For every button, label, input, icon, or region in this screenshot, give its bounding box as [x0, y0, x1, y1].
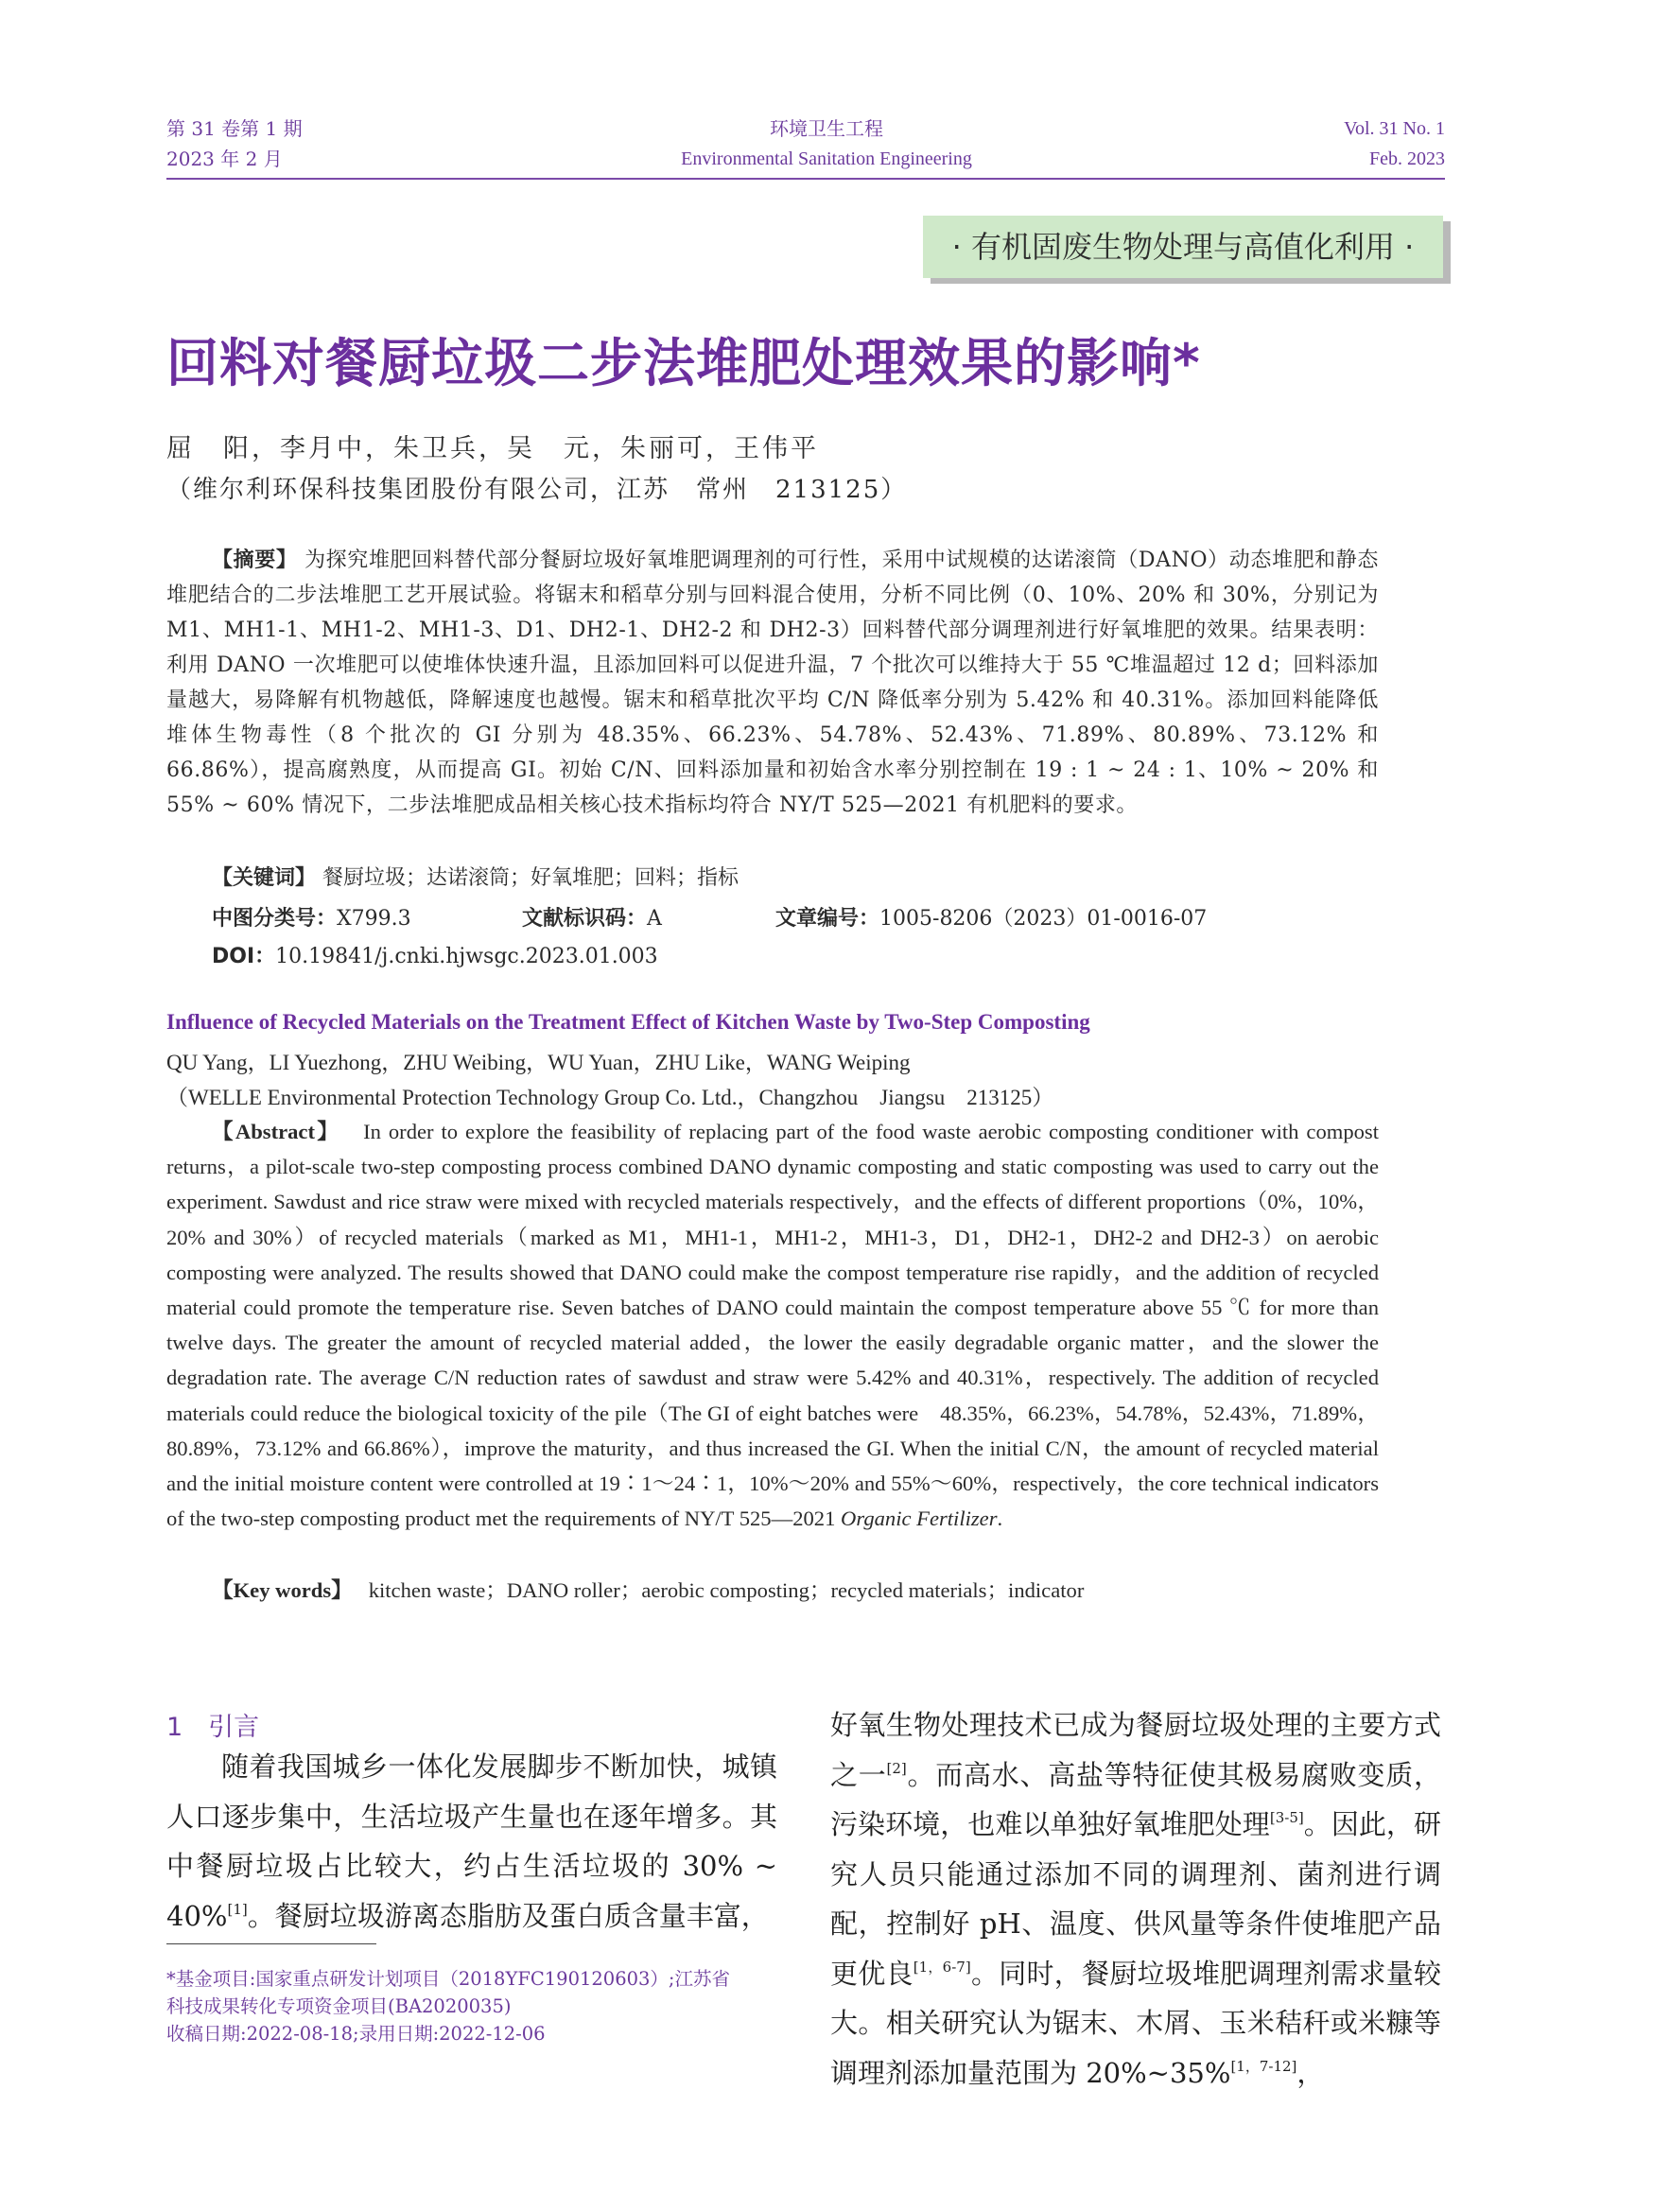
- keywords-en-label: 【Key words】: [212, 1578, 353, 1602]
- header-journal-en: Environmental Sanitation Engineering: [681, 148, 972, 169]
- section-banner: · 有机固废生物处理与高值化利用 ·: [923, 216, 1443, 278]
- body-right-text: 。因此，研究人员只能通过添加不同的调理剂、菌剂进行调配，控制好 pH、温度、供风量等条件使堆肥产品更优良: [830, 1808, 1441, 1990]
- abstract-cn: [166, 543, 1379, 823]
- abstract-en-end: .: [997, 1507, 1003, 1531]
- doc-code-label: 文献标识码：: [522, 907, 648, 931]
- footnote-funding-1: *基金项目:国家重点研发计划项目（2018YFC190120603）;江苏省: [166, 1968, 730, 1990]
- abstract-cn-text: 为探究堆肥回料替代部分餐厨垃圾好氧堆肥调理剂的可行性，采用中试规模的达诺滚筒（DANO）动态堆肥和静态堆肥结合的二步法堆肥工艺开展试验。将锯末和稻草分别与回料混合使用，分析不同比例（0、10%、20% 和 30%，分别记为 M1、MH1-1、MH1-2、MH1-3、D1、DH2-1、DH2-2 和 DH2-3）回料替代部分调理剂进行好氧堆肥的效果。结果表明：利用 DANO 一次堆肥可以使堆体快速升温，且添加回料可以促进升温，7 个批次可以维持大于 55 ℃堆温超过 12 d；回料添加量越大，易降解有机物越低，降解速度也越慢。锯末和稻草批次平均 C/N 降低率分别为 5.42% 和 40.31%。添加回料能降低堆体生物毒性（8 个批次的 GI 分别为 48.35%、66.23%、54.78%、52.43%、71.89%、80.89%、73.12% 和 66.86%），提高腐熟度，从而提高 GI。初始 C/N、回料添加量和初始含水率分别控制在 19 : 1 ~ 24 : 1、10% ~ 20% 和 55% ~ 60% 情况下，二步法堆肥成品相关核心技术指标均符合 NY/T 525—2021 有机肥料的要求。: [166, 549, 1380, 817]
- footnote: [166, 1965, 781, 2047]
- abstract-en-italic: Organic Fertilizer: [841, 1507, 998, 1531]
- authors: 屈 阳，李月中，朱卫兵，吴 元，朱丽可，王伟平: [166, 434, 819, 463]
- body-right-text: 好氧生物处理技术已成为餐厨垃圾处理的主要方式之一: [830, 1709, 1441, 1791]
- abstract-cn-label: 【摘要】: [212, 549, 298, 572]
- affiliation: （维尔利环保科技集团股份有限公司，江苏 常州 213125）: [166, 476, 908, 504]
- header-volume-en: Vol. 31 No. 1: [1344, 118, 1445, 139]
- body-right-column: [830, 1700, 1441, 2098]
- keywords-cn-text: 餐厨垃圾；达诺滚筒；好氧堆肥；回料；指标: [322, 866, 740, 890]
- english-affiliation: （WELLE Environmental Protection Technology Group Co. Ltd.，Changzhou Jiangsu 213125）: [166, 1086, 1054, 1109]
- body-left-text-end: 。餐厨垃圾游离态脂肪及蛋白质含量丰富，: [247, 1899, 769, 1932]
- citation-ref: [1]: [227, 1900, 248, 1918]
- article-no-label: 文章编号：: [775, 907, 880, 931]
- keywords-cn-label: 【关键词】: [212, 866, 317, 890]
- citation-ref: [1，6-7]: [913, 1958, 971, 1976]
- doi-label: DOI：: [212, 945, 276, 968]
- abstract-en: [166, 1114, 1379, 1536]
- english-authors: QU Yang，LI Yuezhong，ZHU Weibing，WU Yuan，ZHU Like，WANG Weiping: [166, 1051, 911, 1074]
- citation-ref: [2]: [886, 1759, 907, 1777]
- keywords-en-text: kitchen waste；DANO roller；aerobic composting；recycled materials；indicator: [368, 1578, 1085, 1602]
- paper-title: 回料对餐厨垃圾二步法堆肥处理效果的影响*: [166, 333, 1201, 393]
- body-left-column: [166, 1742, 777, 1941]
- keywords-en: [212, 1574, 1084, 1604]
- doc-code-value: A: [647, 907, 662, 931]
- article-no-value: 1005-8206（2023）01-0016-07: [879, 907, 1208, 931]
- header-date-en: Feb. 2023: [1369, 148, 1445, 169]
- body-right-text: 。而高水、高盐等特征使其极易腐败变质，污染环境，也难以单独好氧堆肥处理: [830, 1758, 1441, 1840]
- body-right-text: ，: [1296, 2056, 1325, 2089]
- article-number: [775, 902, 1207, 932]
- clc-value: X799.3: [337, 907, 411, 931]
- footnote-rule: [166, 1943, 376, 1944]
- header-journal-cn: 环境卫生工程: [770, 117, 883, 140]
- footnote-dates: 收稿日期:2022-08-18;录用日期:2022-12-06: [166, 2023, 546, 2045]
- english-title: Influence of Recycled Materials on the Treatment Effect of Kitchen Waste by Two-Step Composting: [166, 1010, 1090, 1034]
- body-right-text: 。同时，餐厨垃圾堆肥调理剂需求量较大。相关研究认为锯末、木屑、玉米秸秆或米糠等调理剂添加量范围为 20%~35%: [830, 1957, 1441, 2089]
- clc-label: 中图分类号：: [212, 907, 338, 931]
- citation-ref: [1，7-12]: [1230, 2057, 1297, 2075]
- keywords-cn: [212, 862, 739, 891]
- abstract-en-label: 【Abstract】: [212, 1120, 341, 1143]
- doi: [212, 940, 658, 969]
- citation-ref: [3-5]: [1269, 1809, 1304, 1826]
- clc-number: [212, 902, 411, 932]
- footnote-funding-2: 科技成果转化专项资金项目(BA2020035): [166, 1995, 512, 2017]
- doi-value: 10.19841/j.cnki.hjwsgc.2023.01.003: [275, 945, 658, 968]
- body-left-text: 随着我国城乡一体化发展脚步不断加快，城镇人口逐步集中，生活垃圾产生量也在逐年增多。其中餐厨垃圾占比较大，约占生活垃圾的 30% ~ 40%: [166, 1750, 777, 1932]
- header-date-cn: 2023 年 2 月: [166, 148, 283, 170]
- header-volume-issue: 第 31 卷第 1 期: [166, 117, 303, 140]
- abstract-en-text: In order to explore the feasibility of replacing part of the food waste aerobic composting conditioner with compost returns，a pilot-scale two-step composting process combined DANO dynamic composting and static composting was used to carry out the experiment. Sawdust and rice straw were mixed with recycled materials respectively，and the effects of different proportions（0%，10%，20% and 30%）of recycled materials（marked as M1，MH1-1，MH1-2，MH1-3，D1，DH2-1，DH2-2 and DH2-3）on aerobic composting were analyzed. The results showed that DANO could make the compost temperature rise rapidly，and the addition of recycled material could promote the temperature rise. Seven batches of DANO could maintain the compost temperature above 55 ℃ for more than twelve days. The greater the amount of recycled material added，the lower the easily degradable organic matter，and the slower the degradation rate. The average C/N reduction rates of sawdust and straw were 5.42% and 40.31%，respectively. The addition of recycled materials could reduce the biological toxicity of the pile（The GI of eight batches were 48.35%，66.23%，54.78%，52.43%，71.89%，80.89%，73.12% and 66.86%），improve the maturity，and thus increased the GI. When the initial C/N，the amount of recycled material and the initial moisture content were controlled at 19∶1～24∶1，10%～20% and 55%～60%，respectively，the core technical indicators of the two-step composting product met the requirements of NY/T 525—2021: [166, 1120, 1379, 1531]
- document-code: [522, 902, 662, 932]
- section-heading-introduction: 1 引言: [166, 1713, 260, 1742]
- header-rule: [166, 178, 1445, 180]
